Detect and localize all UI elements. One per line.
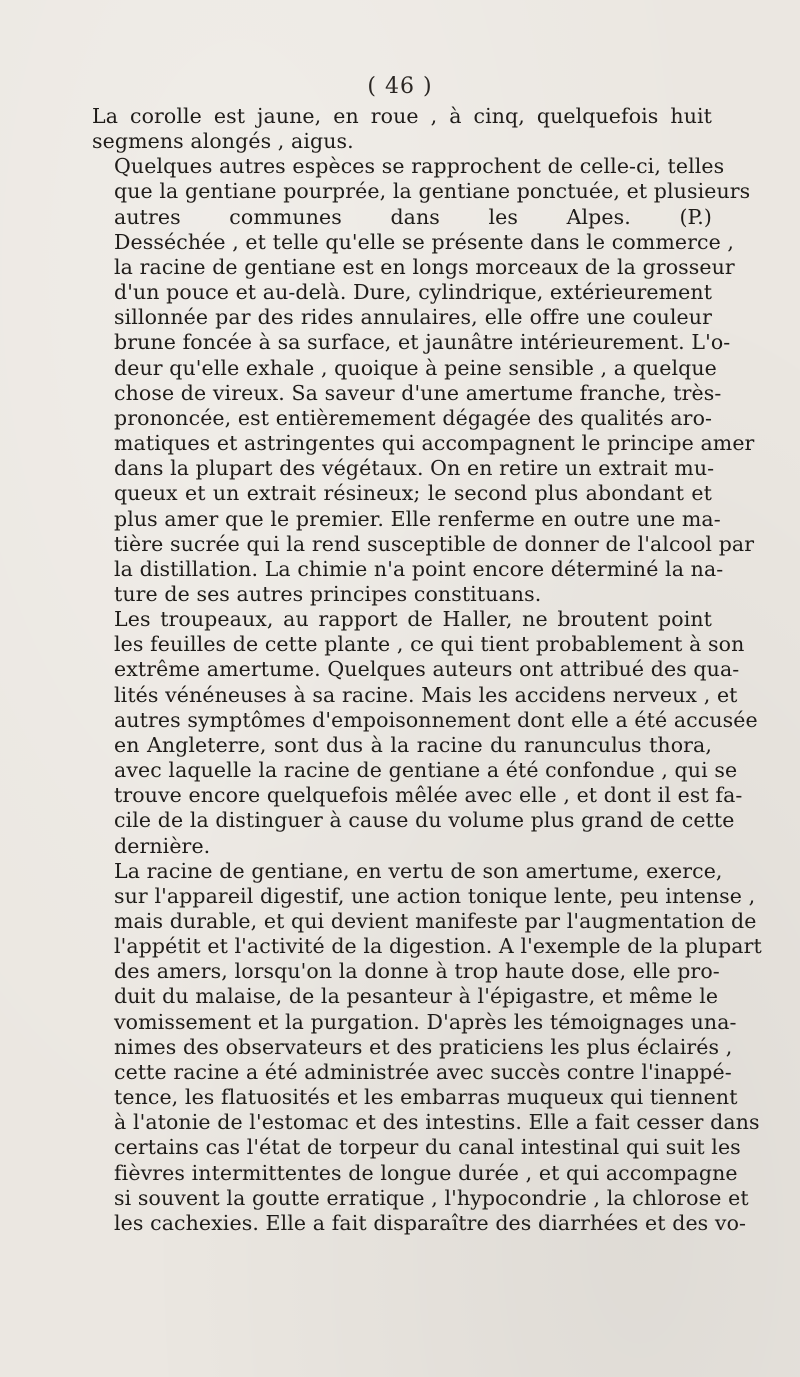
text-line: cile de la distinguer à cause du volume plus grand de cette [114,808,735,833]
text-line: queux et un extrait résineux; le second plus abondant et [114,481,712,506]
text-line: matiques et astringentes qui accompagnent le principe amer [114,431,755,456]
text-line: plus amer que le premier. Elle renferme en outre une ma- [114,506,721,531]
text-line: segmens alongés , aigus. [92,129,354,154]
paragraph-amertume [92,858,762,1236]
text-line: avec laquelle la racine de gentiane a été confondue , qui se [114,758,738,783]
text-line: La corolle est jaune, en roue , à cinq, quelquefois huit [92,104,712,128]
text-line: prononcée, est entièremement dégagée des qualités aro- [114,405,713,430]
text-line: si souvent la goutte erratique , l'hypocondrie , la chlorose et [114,1185,749,1210]
text-line: certains cas l'état de torpeur du canal intestinal qui suit les [114,1135,741,1160]
text-line: Les troupeaux, au rapport de Haller, ne broutent point [114,607,712,632]
paragraph-troupeaux [92,607,758,859]
text-line: la distillation. La chimie n'a point encore déterminé la na- [114,556,724,581]
text-line: duit du malaise, de la pesanteur à l'épigastre, et même le [114,984,719,1009]
text-line: sillonnée par des rides annulaires, elle offre une couleur [114,305,712,330]
text-line: que la gentiane pourprée, la gentiane ponctuée, et plusieurs [114,179,751,204]
text-line: tence, les flatuosités et les embarras muqueux qui tiennent [114,1085,738,1110]
text-line: extrême amertume. Quelques auteurs ont attribué des qua- [114,657,740,682]
text-line: à l'atonie de l'estomac et des intestins. Elle a fait cesser dans [114,1110,760,1135]
text-line: les feuilles de cette plante , ce qui tient probablement à son [114,632,745,657]
text-line: vomissement et la purgation. D'après les témoignages una- [114,1009,737,1034]
text-line: dernière. [114,833,211,858]
text-line: trouve encore quelquefois mêlée avec elle , et dont il est fa- [114,783,743,808]
text-line: ture de ses autres principes constituans. [114,581,542,606]
text-line: fièvres intermittentes de longue durée , et qui accompagne [114,1160,738,1185]
text-line: autres communes dans les Alpes. (P.) [114,204,712,229]
text-line: tière sucrée qui la rend susceptible de donner de l'alcool par [114,531,755,556]
text-line: les cachexies. Elle a fait disparaître des diarrhées et des vo- [114,1210,747,1235]
text-line: brune foncée à sa surface, et jaunâtre intérieurement. L'o- [114,330,731,355]
text-line: des amers, lorsqu'on la donne à trop haute dose, elle pro- [114,959,720,984]
text-line: La racine de gentiane, en vertu de son amertume, exerce, [114,858,723,883]
paragraph-dessechee [92,229,755,607]
text-line: chose de vireux. Sa saveur d'une amertume franche, très- [114,380,722,405]
text-line: l'appétit et l'activité de la digestion. A l'exemple de la plupart [114,934,762,959]
text-line: deur qu'elle exhale , quoique à peine sensible , a quelque [114,355,717,380]
text-line: d'un pouce et au-delà. Dure, cylindrique, extérieurement [114,280,713,305]
text-line: sur l'appareil digestif, une action tonique lente, peu intense , [114,883,756,908]
text-line: dans la plupart des végétaux. On en retire un extrait mu- [114,456,715,481]
text-line: cette racine a été administrée avec succès contre l'inappé- [114,1059,732,1084]
text-line: lités vénéneuses à sa racine. Mais les accidens nerveux , et [114,682,738,707]
text-line: en Angleterre, sont dus à la racine du ranunculus thora, [114,732,712,757]
text-line: autres symptômes d'empoisonnement dont elle a été accusée [114,707,758,732]
body-text [92,104,762,1236]
text-line: mais durable, et qui devient manifeste par l'augmentation de [114,909,757,933]
paragraph-especes [92,154,751,229]
text-line: Desséchée , et telle qu'elle se présente dans le commerce , [114,229,735,254]
paragraph-corolle [92,104,712,154]
text-line: nimes des observateurs et des praticiens les plus éclairés , [114,1034,733,1059]
text-line: Quelques autres espèces se rapprochent de celle-ci, telles [114,154,725,179]
page-number: ( 46 ) [367,74,433,99]
text-line: la racine de gentiane est en longs morceaux de la grosseur [114,254,735,279]
